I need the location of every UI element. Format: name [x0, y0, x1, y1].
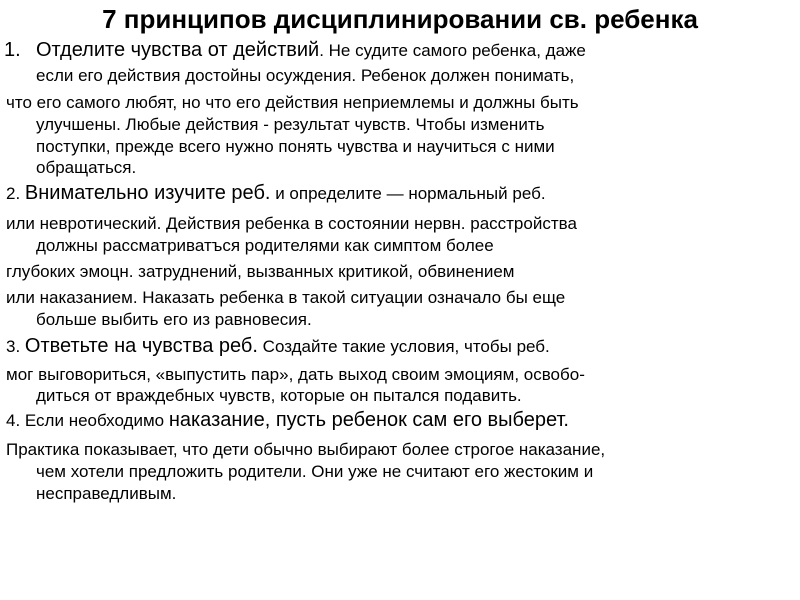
principle-1-line-4: улучшены. Любые действия - результат чувств. Чтобы изменить [36, 115, 545, 134]
slide-title: 7 принципов дисциплинировании св. ребенка [102, 4, 698, 34]
principle-1-lead: Отделите чувства от действий [36, 39, 320, 61]
principle-1-line-2: если его действия достойны осуждения. Ребенок должен понимать, [36, 66, 575, 85]
principle-4-lead: наказание, пусть ребенок сам его выберет. [168, 409, 569, 431]
principle-3-line-1-rest: Создайте такие условия, чтобы реб. [257, 337, 550, 356]
principle-1-line-1 [36, 40, 586, 61]
principle-2-line-6: больше выбить его из равновесия. [36, 310, 312, 329]
principle-2-line-1-rest: и определите — нормальный реб. [270, 184, 546, 203]
principle-1-line-1-rest: . Не судите самого ребенка, даже [319, 41, 586, 60]
principle-1-number: 1. [4, 39, 21, 61]
principle-2-lead: Внимательно изучите реб. [24, 182, 271, 204]
principle-2-line-5: или наказанием. Наказать ребенка в такой ситуации означало бы еще [6, 288, 566, 307]
principle-2-number: 2. [6, 184, 25, 203]
principle-2-line-1 [6, 183, 546, 204]
principle-1-line-6: обращаться. [36, 158, 137, 177]
principle-2-line-4: глубоких эмоцн. затруднений, вызванных критикой, обвинением [6, 262, 515, 281]
principle-4-line-4: несправедливым. [36, 484, 177, 503]
principle-4-line-1-pre: 4. Если необходимо [6, 411, 169, 430]
principle-4-line-1 [6, 410, 569, 431]
principle-4-line-2: Практика показывает, что дети обычно выбирают более строгое наказание, [6, 440, 606, 459]
principle-3-lead: Ответьте на чувства реб. [24, 335, 258, 357]
principle-3-line-2: мог выговориться, «выпустить пар», дать выход своим эмоциям, освобо- [6, 365, 585, 384]
principle-4-line-3: чем хотели предложить родители. Они уже не считают его жестоким и [36, 462, 594, 481]
principle-1-line-5: поступки, прежде всего нужно понять чувства и научиться с ними [36, 137, 555, 156]
principle-3-line-1 [6, 336, 550, 357]
principle-2-line-2: или невротический. Действия ребенка в состоянии нервн. расстройства [6, 214, 577, 233]
principle-3-line-3: диться от враждебных чувств, которые он пытался подавить. [36, 386, 522, 405]
principle-2-line-3: должны рассматриватъся родителями как симптом более [36, 236, 494, 255]
principle-3-number: 3. [6, 337, 25, 356]
principle-1-line-3: что его самого любят, но что его действия неприемлемы и должны быть [6, 93, 579, 112]
